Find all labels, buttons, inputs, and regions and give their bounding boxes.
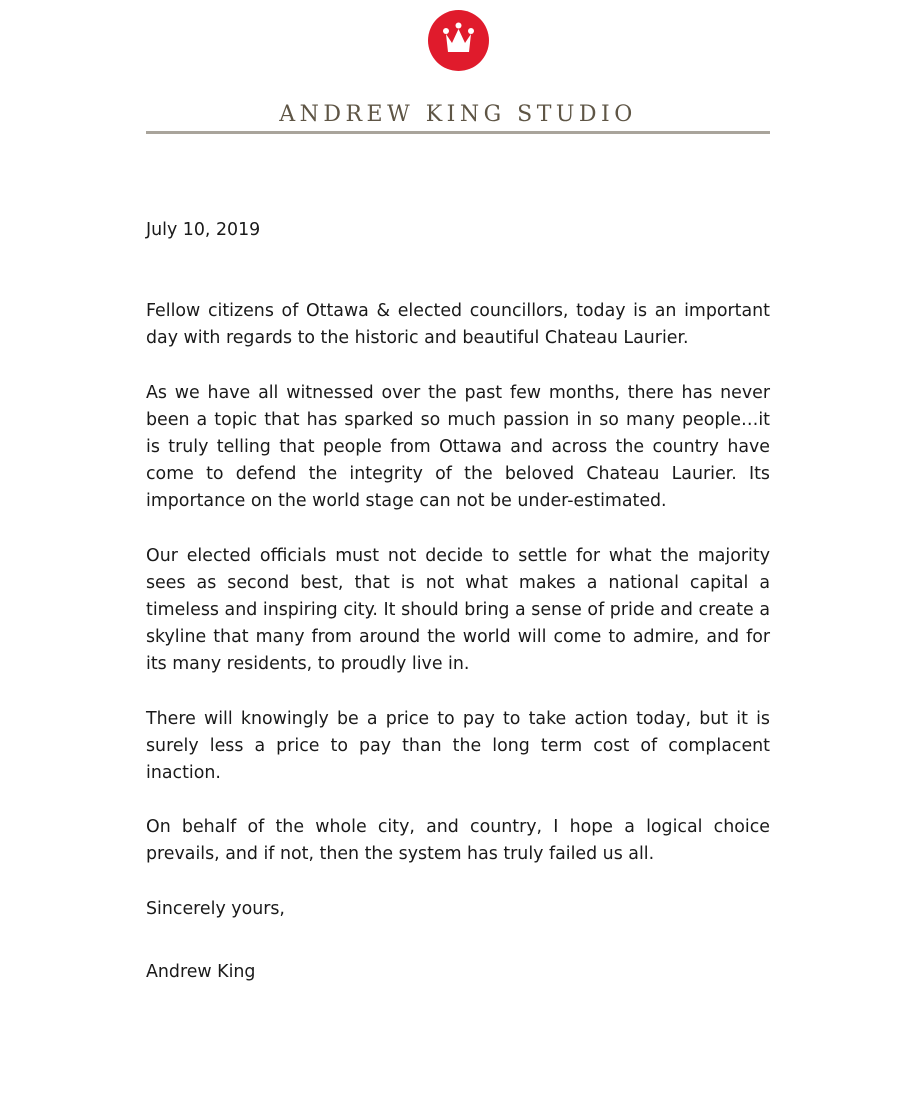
letter-date: July 10, 2019 [146,220,261,240]
paragraph-2: As we have all witnessed over the past few months, there has never been a topic that has sparked so much passion in so many people…it is truly telling that people from Ottawa and across the country have come to defend the integrity of the beloved Chateau Laurier. Its importance on the world stage can not be under-estimated. [146,382,770,512]
letter-body [146,217,770,986]
crown-logo-icon [428,10,489,71]
paragraph-3: Our elected officials must not decide to settle for what the majority sees as second best, that is not what makes a national capital a timeless and inspiring city. It should bring a sense of pride and create a skyline that many from around the world will come to admire, and for its many residents, to proudly live in. [146,545,770,675]
studio-name: ANDREW KING STUDIO [279,102,637,127]
paragraph-1: Fellow citizens of Ottawa & elected councillors, today is an important day with regards to the historic and beautiful Chateau Laurier. [146,301,770,349]
header-divider [146,131,770,134]
paragraph-5: On behalf of the whole city, and country, I hope a logical choice prevails, and if not, then the system has truly failed us all. [146,817,770,865]
closing: Sincerely yours, [146,898,285,919]
signature-name: Andrew King [146,961,256,982]
paragraph-4: There will knowingly be a price to pay to take action today, but it is surely less a price to pay than the long term cost of complacent inaction. [146,708,770,784]
